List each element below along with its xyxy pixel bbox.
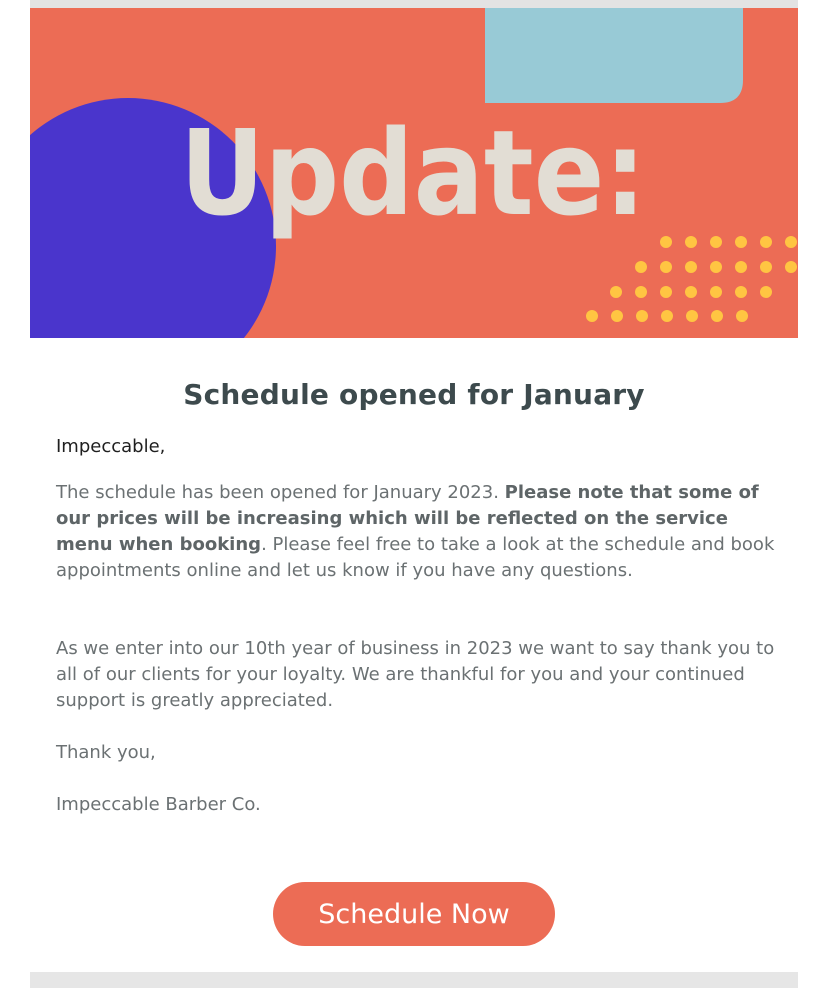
banner-dot <box>661 310 673 322</box>
banner-dot <box>785 236 797 248</box>
paragraph-outro: . Please feel free to take a look at the schedule and book appointments online and let us know if you have any questions. <box>56 534 775 581</box>
banner-dot <box>760 236 772 248</box>
bottom-divider-strip <box>30 972 798 988</box>
banner-blue-block <box>485 8 743 103</box>
banner-dot <box>736 310 748 322</box>
schedule-now-button[interactable]: Schedule Now <box>273 882 555 946</box>
email-greeting: Impeccable, <box>56 436 166 457</box>
paragraph-price-notice: Please note that some of our prices will be increasing which will be reflected on the service menu when booking <box>56 482 759 555</box>
banner-dot <box>760 286 772 298</box>
banner-graphic <box>30 8 798 338</box>
banner-dot <box>710 286 722 298</box>
banner-dot <box>611 310 623 322</box>
banner-dot <box>660 286 672 298</box>
banner-dot <box>685 261 697 273</box>
update-banner <box>30 8 798 338</box>
banner-dot <box>760 261 772 273</box>
email-signature: Impeccable Barber Co. <box>56 794 261 815</box>
banner-dot <box>685 286 697 298</box>
paragraph-intro: The schedule has been opened for January 2023. <box>56 482 505 503</box>
banner-dot <box>685 236 697 248</box>
banner-dot <box>711 310 723 322</box>
banner-dot <box>710 261 722 273</box>
banner-dot <box>735 261 747 273</box>
top-divider-strip <box>30 0 798 8</box>
banner-dot <box>610 286 622 298</box>
banner-dot <box>660 236 672 248</box>
banner-dot <box>660 261 672 273</box>
banner-dot <box>586 310 598 322</box>
banner-dot <box>710 236 722 248</box>
email-title: Schedule opened for January <box>183 378 645 411</box>
banner-dot <box>735 236 747 248</box>
banner-dot <box>735 286 747 298</box>
email-paragraph-thanks: As we enter into our 10th year of business in 2023 we want to say thank you to all of our clients for your loyalty. We are thankful for you and your continued support is greatly appreciated. <box>56 638 775 711</box>
email-paragraph-schedule <box>56 480 776 584</box>
banner-headline: Update: <box>180 104 646 242</box>
banner-dot <box>785 261 797 273</box>
banner-dot <box>635 261 647 273</box>
email-signoff: Thank you, <box>56 742 156 763</box>
banner-dot <box>635 286 647 298</box>
banner-dot <box>686 310 698 322</box>
banner-dot <box>636 310 648 322</box>
